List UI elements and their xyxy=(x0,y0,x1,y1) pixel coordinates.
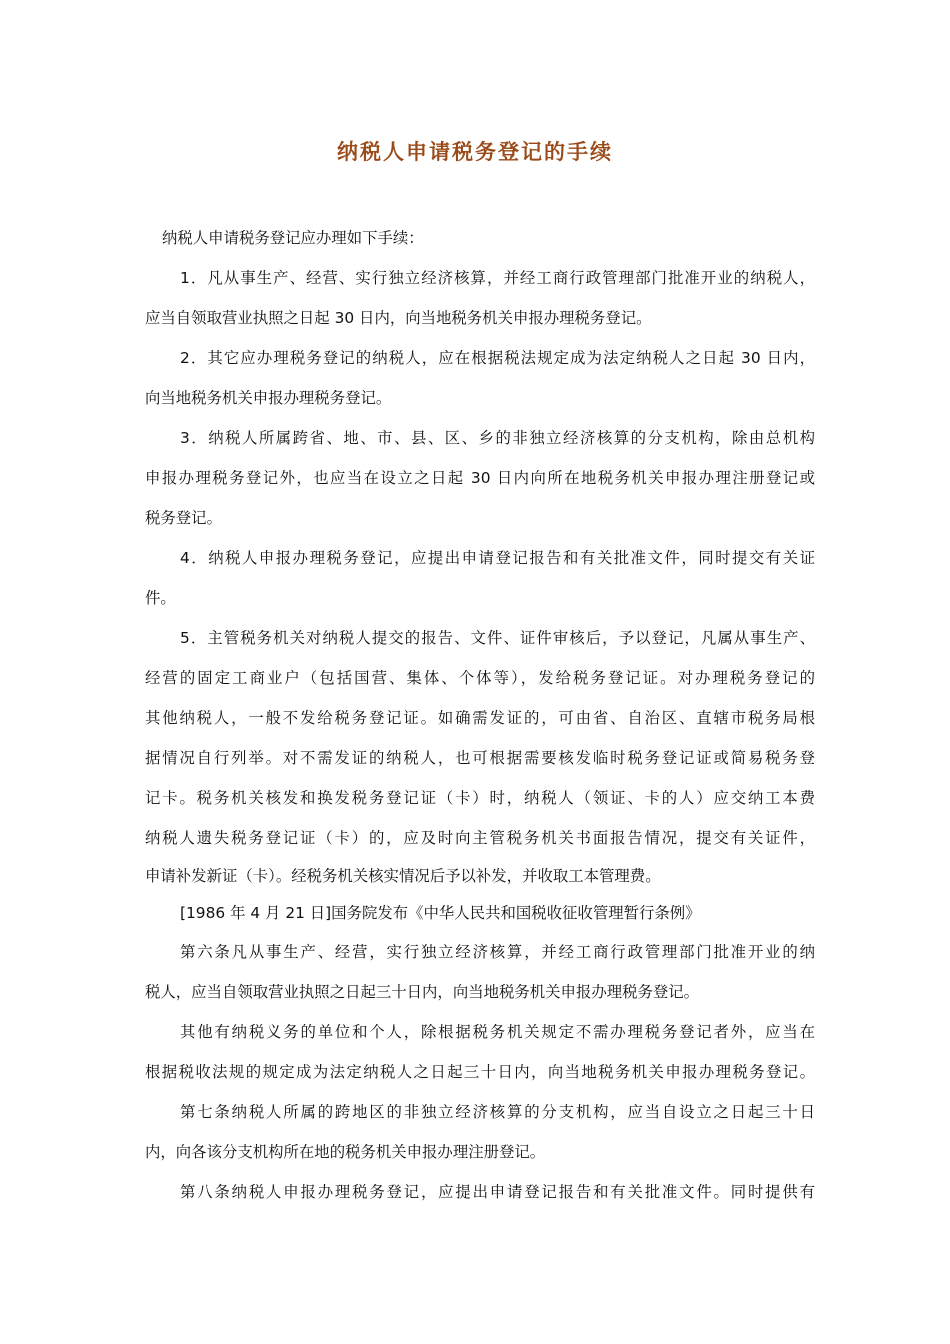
paragraph-line: 申请补发新证（卡）。经税务机关核实情况后予以补发，并收取工本管理费。 xyxy=(145,867,661,885)
paragraph-line: 纳税人遗失税务登记证（卡）的，应及时向主管税务机关书面报告情况，提交有关证件， xyxy=(145,829,815,847)
paragraph-line: 1．凡从事生产、经营、实行独立经济核算，并经工商行政管理部门批准开业的纳税人， xyxy=(180,269,815,287)
paragraph-line: 税务登记。 xyxy=(145,509,222,527)
paragraph-line: 纳税人申请税务登记应办理如下手续： xyxy=(162,229,424,247)
paragraph-line: 申报办理税务登记外，也应当在设立之日起 30 日内向所在地税务机关申报办理注册登记或 xyxy=(145,469,815,487)
document-body xyxy=(145,218,815,1212)
paragraph-line: 应当自领取营业执照之日起 30 日内，向当地税务机关申报办理税务登记。 xyxy=(145,309,652,327)
paragraph-line: 4．纳税人申报办理税务登记，应提出申请登记报告和有关批准文件，同时提交有关证 xyxy=(180,549,815,567)
paragraph-line: 向当地税务机关申报办理税务登记。 xyxy=(145,389,392,407)
paragraph-line: 经营的固定工商业户（包括国营、集体、个体等），发给税务登记证。对办理税务登记的 xyxy=(145,669,815,687)
citation-line: [1986 年 4 月 21 日]国务院发布《中华人民共和国税收征收管理暂行条例》 xyxy=(180,904,701,922)
article-line: 其他有纳税义务的单位和个人，除根据税务机关规定不需办理税务登记者外，应当在 xyxy=(180,1023,815,1041)
article-line: 税人，应当自领取营业执照之日起三十日内，向当地税务机关申报办理税务登记。 xyxy=(145,983,700,1001)
paragraph-line: 据情况自行列举。对不需发证的纳税人，也可根据需要核发临时税务登记证或简易税务登 xyxy=(145,749,815,767)
article-line: 第六条凡从事生产、经营，实行独立经济核算，并经工商行政管理部门批准开业的纳 xyxy=(180,943,815,961)
paragraph-line: 3．纳税人所属跨省、地、市、县、区、乡的非独立经济核算的分支机构，除由总机构 xyxy=(180,429,815,447)
article-line: 第七条纳税人所属的跨地区的非独立经济核算的分支机构，应当自设立之日起三十日 xyxy=(180,1103,815,1121)
article-line: 根据税收法规的规定成为法定纳税人之日起三十日内，向当地税务机关申报办理税务登记。 xyxy=(145,1063,815,1081)
article-line: 第八条纳税人申报办理税务登记，应提出申请登记报告和有关批准文件。同时提供有 xyxy=(180,1183,815,1201)
paragraph-line: 5．主管税务机关对纳税人提交的报告、文件、证件审核后，予以登记，凡属从事生产、 xyxy=(180,629,815,647)
paragraph-line: 记卡。税务机关核发和换发税务登记证（卡）时，纳税人（领证、卡的人）应交纳工本费 xyxy=(145,789,815,807)
paragraph-line: 2．其它应办理税务登记的纳税人，应在根据税法规定成为法定纳税人之日起 30 日内， xyxy=(180,349,815,367)
document-title: 纳税人申请税务登记的手续 xyxy=(337,139,613,164)
paragraph-line: 其他纳税人，一般不发给税务登记证。如确需发证的，可由省、自治区、直辖市税务局根 xyxy=(145,709,815,727)
paragraph-line: 件。 xyxy=(145,589,176,607)
article-line: 内，向各该分支机构所在地的税务机关申报办理注册登记。 xyxy=(145,1143,546,1161)
